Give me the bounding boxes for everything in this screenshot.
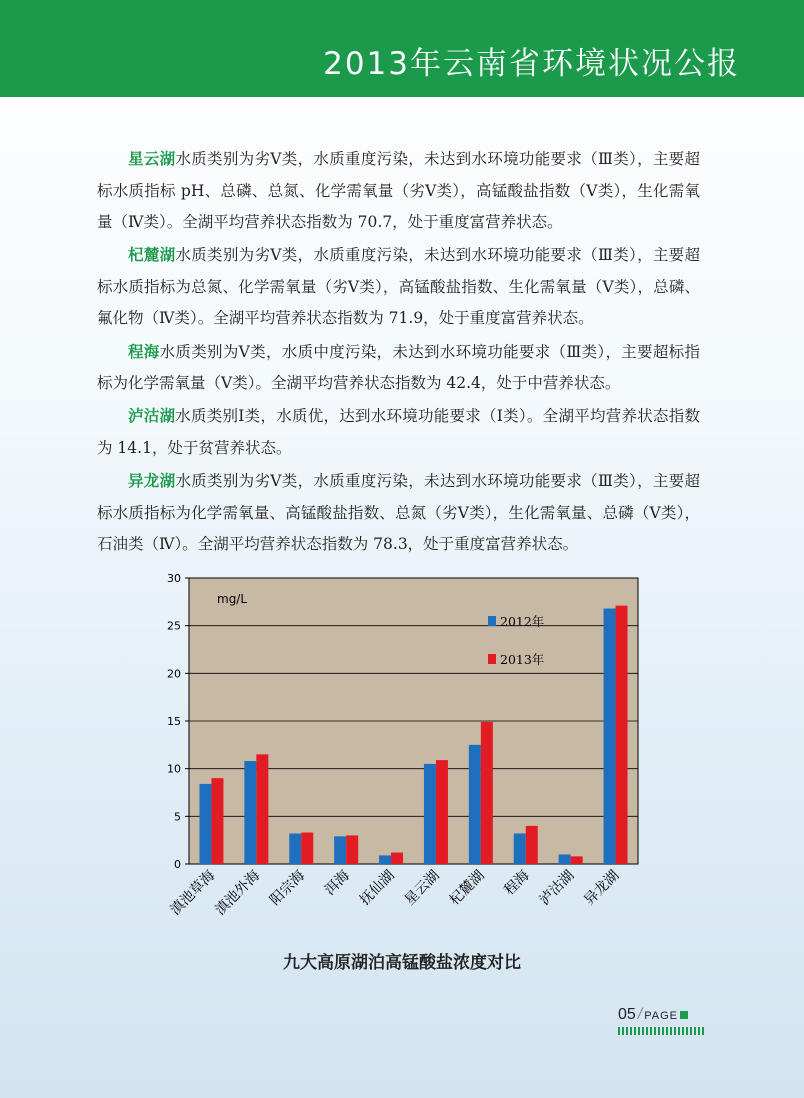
bar-2013: [616, 606, 628, 864]
y-tick-label: 20: [167, 667, 181, 681]
bar-2012: [379, 855, 391, 864]
bar-2012: [244, 761, 256, 864]
page-number-value: 05: [618, 1006, 636, 1023]
y-tick-label: 25: [167, 619, 181, 633]
x-category-label: 洱海: [321, 867, 353, 899]
paragraph-text: 水质类别Ⅰ类，水质优，达到水环境功能要求（Ⅰ类）。全湖平均营养状态指数为 14.1，处于贫营养状态。: [97, 407, 700, 457]
x-category-label: 异龙湖: [581, 867, 623, 909]
paragraph-lugu-lake: [97, 401, 700, 464]
bar-2012: [514, 833, 526, 864]
chart-caption: 九大高原湖泊高锰酸盐浓度对比: [283, 953, 521, 973]
lake-name: 泸沽湖: [128, 407, 176, 426]
bar-2013: [436, 760, 448, 864]
paragraph-qilu-lake: [97, 240, 700, 335]
paragraph-yilong-lake: [97, 466, 700, 561]
y-tick-label: 10: [167, 762, 181, 776]
bar-2013: [256, 754, 268, 864]
bar-2012: [289, 833, 301, 864]
bar-2012: [469, 745, 481, 864]
lake-name: 异龙湖: [128, 471, 176, 490]
legend-swatch: [488, 654, 496, 664]
paragraph-text: 水质类别为Ⅴ类，水质中度污染，未达到水环境功能要求（Ⅲ类），主要超标指标为化学需氧量（Ⅴ类）。全湖平均营养状态指数为 42.4，处于中营养状态。: [97, 342, 700, 393]
y-tick-label: 0: [174, 858, 181, 871]
bar-2013: [301, 833, 313, 864]
unit-label: mg/L: [217, 592, 248, 606]
x-category-label: 抚仙湖: [356, 867, 398, 909]
bar-2013: [211, 778, 223, 864]
bar-2012: [559, 854, 571, 864]
paragraph-xingyun-lake: [97, 144, 700, 239]
y-tick-label: 5: [174, 810, 181, 824]
bar-2013: [571, 856, 583, 864]
green-square-icon: [680, 1011, 688, 1019]
y-tick-label: 15: [167, 715, 181, 728]
legend-label: 2013年: [500, 652, 545, 667]
bar-2012: [334, 836, 346, 864]
x-category-label: 星云湖: [401, 867, 443, 909]
page-number: [618, 1006, 706, 1024]
lake-name: 杞麓湖: [128, 246, 176, 265]
page-word: PAGE: [644, 1010, 679, 1022]
x-category-label: 滇池外海: [212, 867, 264, 919]
bar-2012: [604, 609, 616, 864]
bar-2013: [391, 853, 403, 864]
legend-label: 2012年: [500, 614, 545, 629]
page-title: 2013年云南省环境状况公报: [323, 46, 740, 82]
y-tick-label: 30: [167, 572, 181, 585]
paragraph-text: 水质类别为劣Ⅴ类，水质重度污染，未达到水环境功能要求（Ⅲ类），主要超标水质指标为总氮、化学需氧量（劣Ⅴ类），高锰酸盐指数、生化需氧量（Ⅴ类），总磷、氟化物（Ⅳ类）。全湖平均营养状态指数为 71.9，处于重度富营养状态。: [97, 246, 700, 328]
slash-icon: /: [637, 1006, 643, 1023]
paragraph-chenghai-lake: [97, 337, 700, 400]
legend-swatch: [488, 616, 496, 626]
x-category-label: 程海: [501, 867, 533, 899]
x-category-label: 泸沽湖: [536, 867, 578, 909]
body-text: [97, 144, 700, 562]
lake-name: 程海: [128, 342, 160, 361]
bar-2012: [424, 764, 436, 864]
x-category-label: 阳宗海: [267, 867, 309, 909]
x-category-label: 杞麓湖: [446, 867, 488, 909]
bar-2013: [481, 722, 493, 864]
paragraph-text: 水质类别为劣Ⅴ类，水质重度污染，未达到水环境功能要求（Ⅲ类），主要超标水质指标为化学需氧量、高锰酸盐指数、总氮（劣Ⅴ类），生化需氧量、总磷（Ⅴ类），石油类（Ⅳ）。全湖平均营养状态指数为 78.3，处于重度富营养状态。: [97, 471, 700, 554]
stripe-bar-decoration: [618, 1027, 704, 1035]
page-footer: [618, 1006, 706, 1035]
paragraph-text: 水质类别为劣Ⅴ类，水质重度污染，未达到水环境功能要求（Ⅲ类），主要超标水质指标 pH、总磷、总氮、化学需氧量（劣Ⅴ类），高锰酸盐指数（Ⅴ类），生化需氧量（Ⅳ类）。全湖平均营养状态指数为 70.7，处于重度富营养状态。: [97, 150, 700, 232]
bar-2013: [526, 826, 538, 864]
lake-name: 星云湖: [128, 150, 176, 168]
permanganate-bar-chart: [150, 566, 650, 946]
x-category-label: 滇池草海: [167, 867, 219, 919]
header-banner: [0, 0, 804, 97]
bar-2013: [346, 835, 358, 864]
bar-2012: [199, 784, 211, 864]
